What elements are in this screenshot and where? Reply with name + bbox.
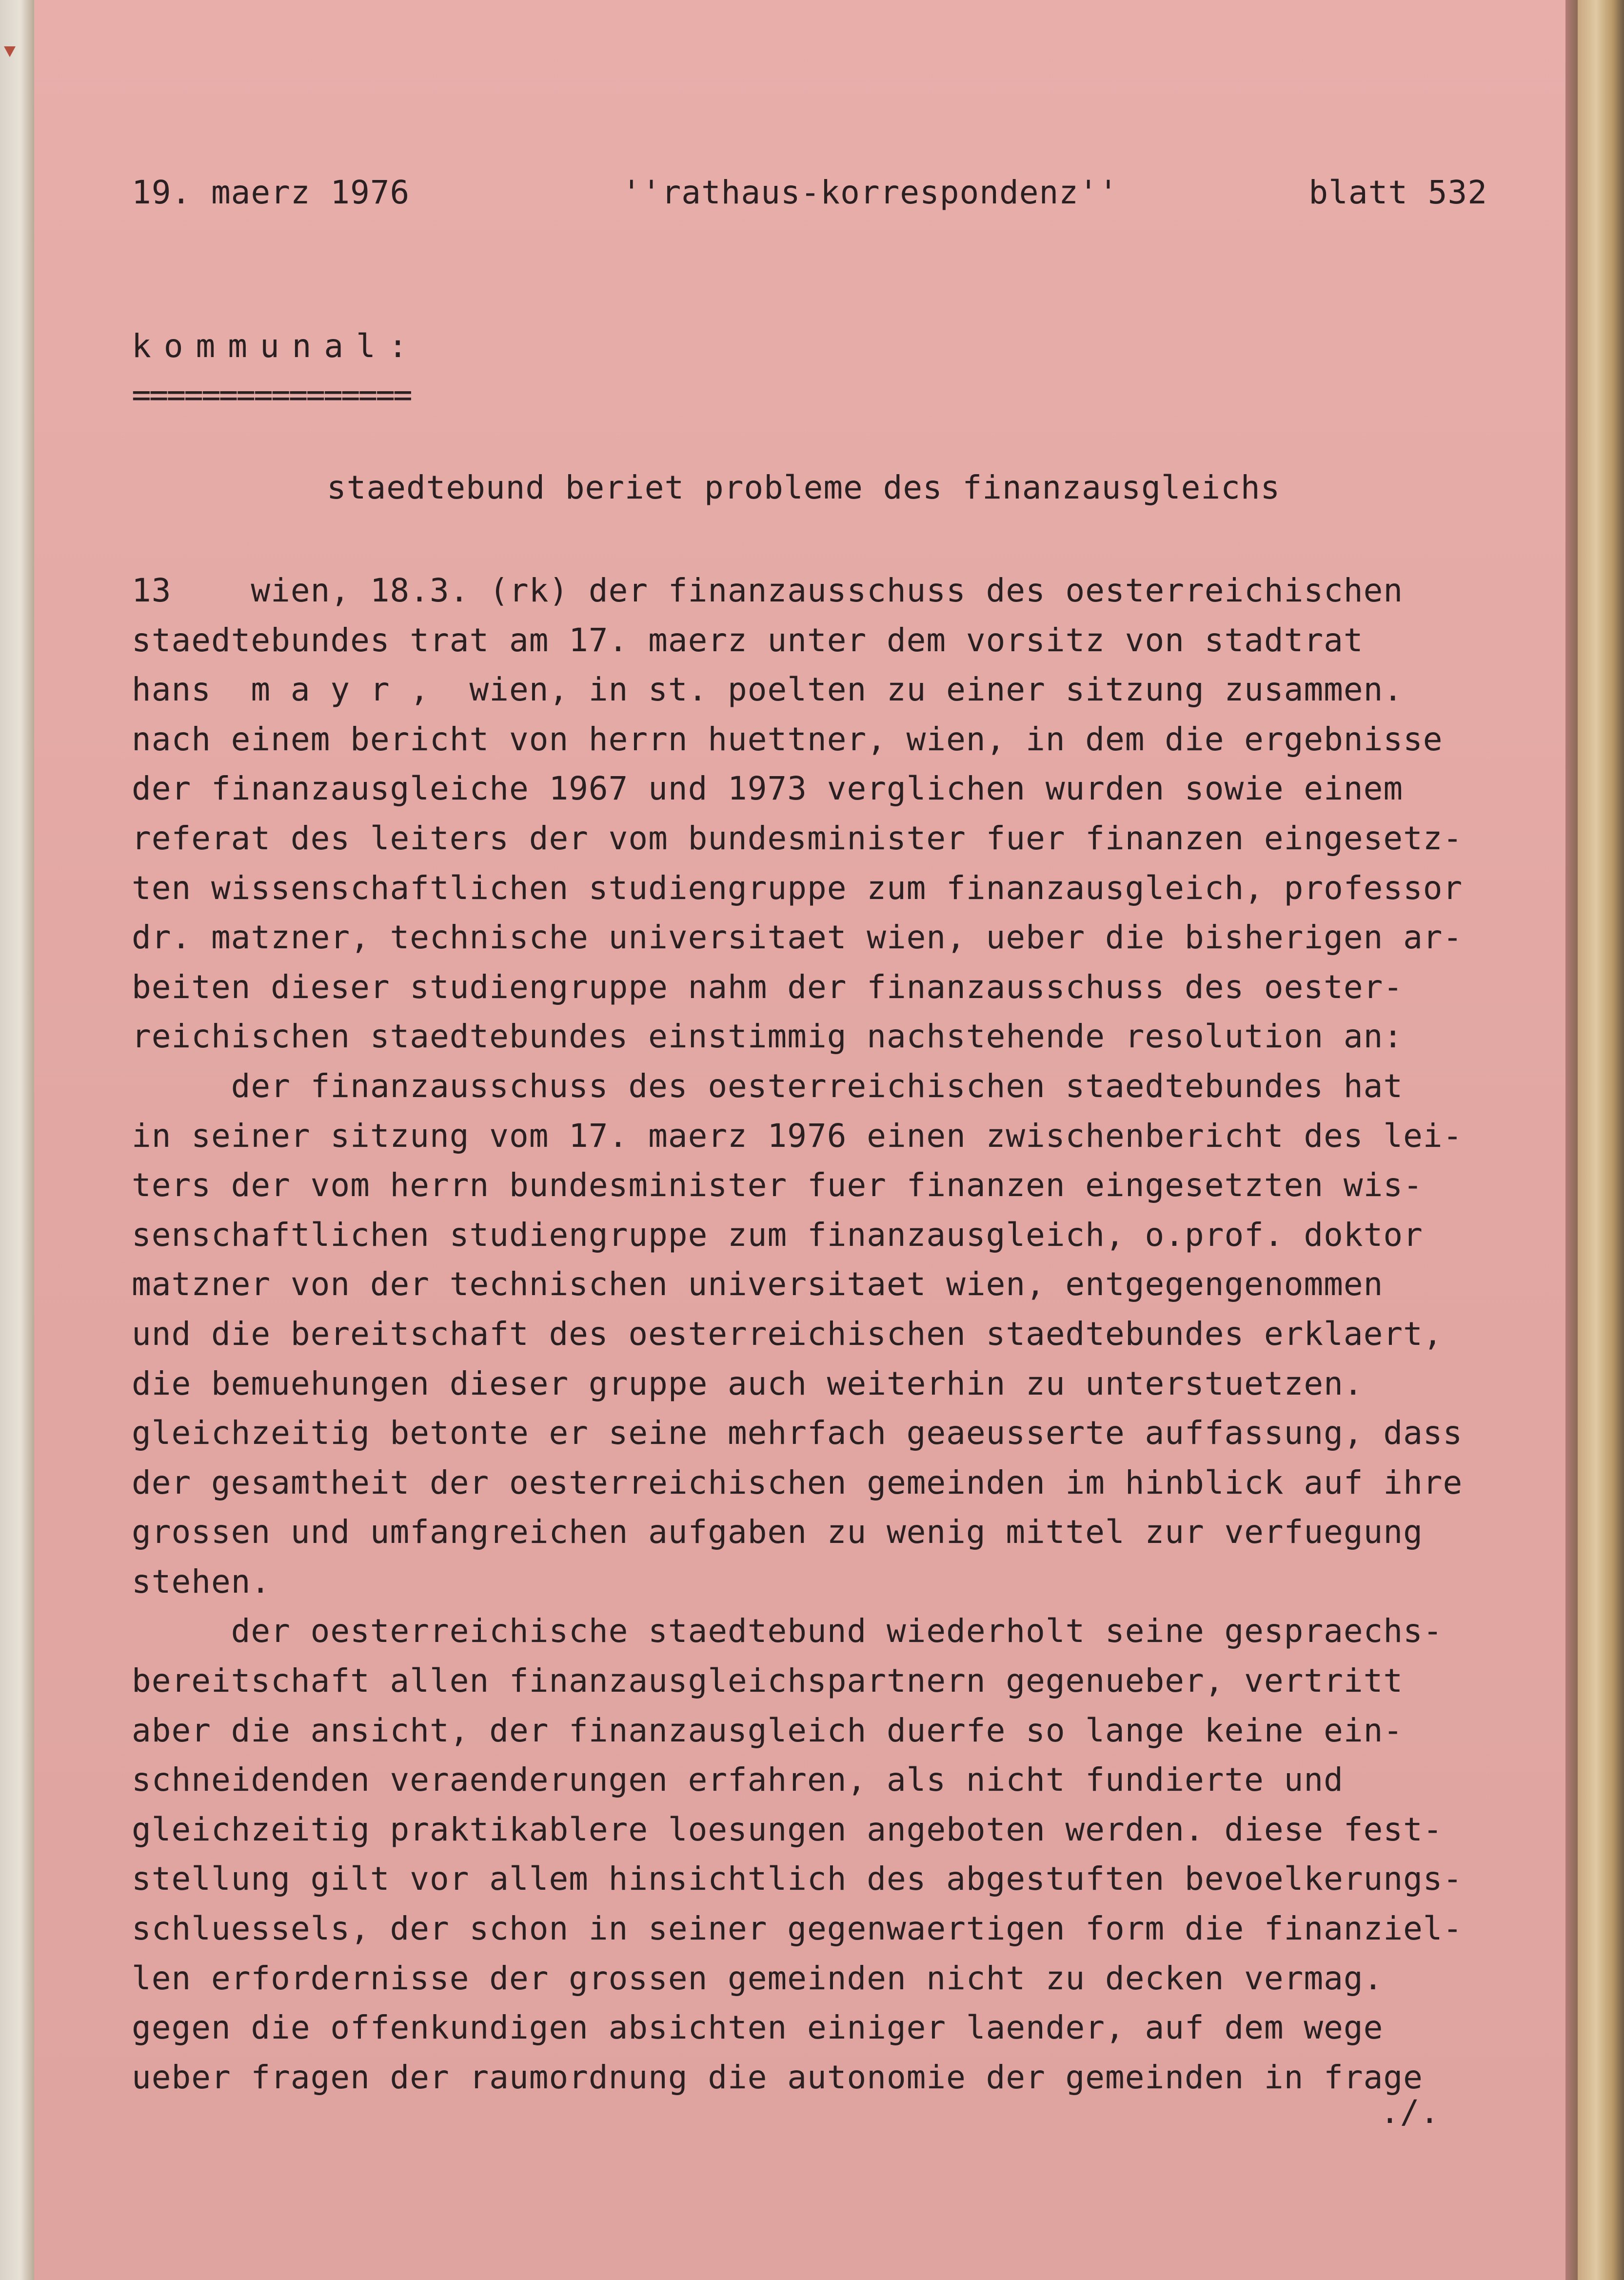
left-page-edge: [0, 0, 34, 2280]
body-line: in seiner sitzung vom 17. maerz 1976 einen zwischenbericht des lei-: [132, 1117, 1463, 1155]
body-line: beiten dieser studiengruppe nahm der finanzausschuss des oester-: [132, 968, 1404, 1006]
body-line: senschaftlichen studiengruppe zum finanzausgleich, o.prof. doktor: [132, 1216, 1423, 1254]
body-line: schluessels, der schon in seiner gegenwaertigen form die finanziel-: [132, 1910, 1463, 1948]
article-headline: staedtebund beriet probleme des finanzausgleichs: [327, 469, 1281, 506]
page-header: [132, 168, 1487, 222]
body-line: stellung gilt vor allem hinsichtlich des abgestuften bevoelkerungs-: [132, 1860, 1463, 1898]
body-line: der gesamtheit der oesterreichischen gemeinden im hinblick auf ihre: [132, 1463, 1463, 1501]
body-line: referat des leiters der vom bundesminister fuer finanzen eingesetz-: [132, 819, 1463, 857]
body-line: len erfordernisse der grossen gemeinden nicht zu decken vermag.: [132, 1959, 1384, 1997]
body-line: der finanzausschuss des oesterreichischen staedtebundes hat: [132, 1067, 1404, 1105]
header-date: 19. maerz 1976: [132, 174, 410, 211]
body-line: reichischen staedtebundes einstimmig nachstehende resolution an:: [132, 1018, 1404, 1056]
body-line: aber die ansicht, der finanzausgleich duerfe so lange keine ein-: [132, 1711, 1404, 1749]
body-line: ueber fragen der raumordnung die autonomie der gemeinden in frage: [132, 2058, 1423, 2096]
body-line: schneidenden veraenderungen erfahren, als nicht fundierte und: [132, 1761, 1344, 1799]
body-line: und die bereitschaft des oesterreichischen staedtebundes erklaert,: [132, 1315, 1443, 1353]
body-line: der finanzausgleiche 1967 und 1973 verglichen wurden sowie einem: [132, 770, 1404, 808]
body-line: dr. matzner, technische universitaet wien, ueber die bisherigen ar-: [132, 919, 1463, 957]
continuation-mark: ./.: [1380, 2093, 1440, 2131]
body-line: stehen.: [132, 1562, 271, 1600]
section-title: kommunal:: [132, 327, 420, 365]
header-sheet-number: blatt 532: [1308, 174, 1487, 211]
body-line: der oesterreichische staedtebund wiederholt seine gespraechs-: [132, 1612, 1443, 1650]
body-line: staedtebundes trat am 17. maerz unter dem vorsitz von stadtrat: [132, 621, 1364, 659]
body-line: bereitschaft allen finanzausgleichspartnern gegenueber, vertritt: [132, 1662, 1404, 1700]
body-line: grossen und umfangreichen aufgaben zu wenig mittel zur verfuegung: [132, 1513, 1423, 1551]
body-line: gegen die offenkundigen absichten einiger laender, auf dem wege: [132, 2009, 1384, 2047]
section-underline: ================: [132, 376, 411, 414]
marker-tab: [4, 46, 16, 57]
body-line: ters der vom herrn bundesminister fuer finanzen eingesetzten wis-: [132, 1166, 1423, 1204]
body-line: nach einem bericht von herrn huettner, wien, in dem die ergebnisse: [132, 720, 1443, 758]
body-line: 13 wien, 18.3. (rk) der finanzausschuss des oesterreichischen: [132, 572, 1404, 609]
header-publication: ''rathaus-korrespondenz'': [622, 174, 1119, 211]
body-line: gleichzeitig praktikablere loesungen angeboten werden. diese fest-: [132, 1810, 1443, 1848]
body-line: matzner von der technischen universitaet wien, entgegengenommen: [132, 1265, 1384, 1303]
body-line: gleichzeitig betonte er seine mehrfach geaeusserte auffassung, dass: [132, 1414, 1463, 1452]
book-spine: [1578, 0, 1624, 2280]
article-body: [132, 566, 1517, 2102]
body-line: hans m a y r , wien, in st. poelten zu einer sitzung zusammen.: [132, 671, 1404, 709]
body-line: ten wissenschaftlichen studiengruppe zum finanzausgleich, professor: [132, 869, 1463, 907]
body-line: die bemuehungen dieser gruppe auch weiterhin zu unterstuetzen.: [132, 1364, 1364, 1402]
